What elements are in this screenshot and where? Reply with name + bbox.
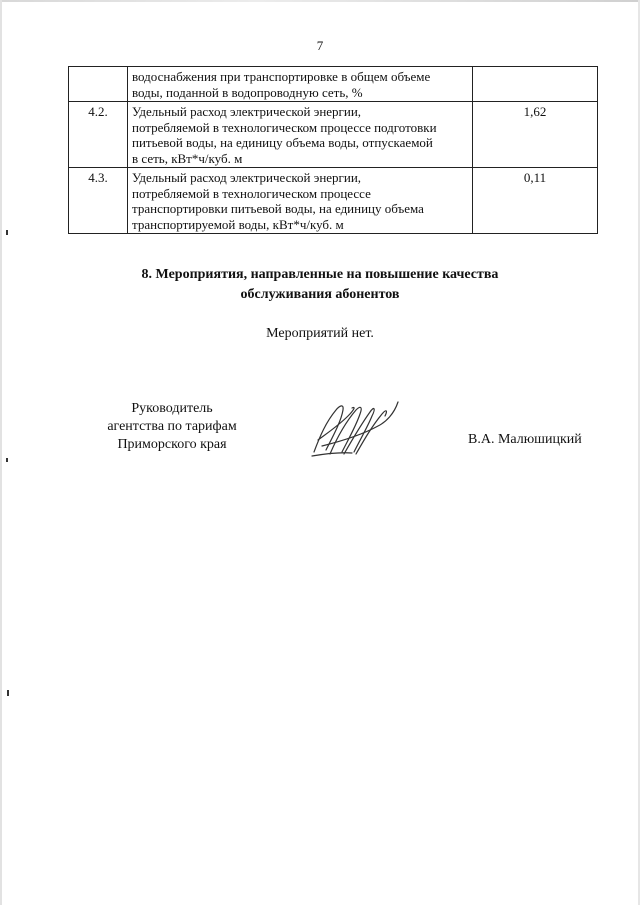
indicator-name-line: питьевой воды, на единицу объема воды, отпускаемой (132, 135, 433, 150)
indicator-value-cell: 1,62 (473, 102, 598, 168)
indicator-name-line: Удельный расход электрической энергии, (132, 170, 362, 185)
row-number-cell (69, 67, 128, 102)
scan-artifact-mark (6, 458, 8, 462)
table-row (69, 168, 598, 234)
section-heading (0, 265, 640, 305)
row-number-cell: 4.3. (69, 168, 128, 234)
signer-name: В.А. Малюшицкий (468, 432, 582, 447)
indicator-name-line: воды, поданной в водопроводную сеть, % (132, 84, 363, 100)
section-heading-line: обслуживания абонентов (240, 287, 400, 302)
indicator-name-line: потребляемой в технологическом процессе подготовки (132, 119, 437, 135)
scan-artifact-mark (6, 230, 8, 235)
scan-artifact-mark (7, 690, 9, 696)
indicator-name-line: Удельный расход электрической энергии, (132, 104, 362, 119)
indicator-name-cell (128, 168, 473, 234)
signer-position (62, 400, 282, 454)
table-row (69, 102, 598, 168)
table-row (69, 67, 598, 102)
metrics-table (68, 66, 598, 234)
section-body-text: Мероприятий нет. (266, 326, 374, 341)
row-number-cell: 4.2. (69, 102, 128, 168)
scan-edge-top (0, 0, 640, 2)
section-heading-line: 8. Мероприятия, направленные на повышение качества (141, 267, 499, 282)
indicator-name-line: транспортировки питьевой воды, на единицу объема (132, 201, 424, 216)
indicator-value-cell: 0,11 (473, 168, 598, 234)
signer-position-line: Приморского края (117, 437, 227, 452)
signer-position-line: агентства по тарифам (107, 419, 237, 434)
indicator-name-line: водоснабжения при транспортировке в общем объеме (132, 69, 431, 84)
page-number: 7 (316, 38, 324, 53)
indicator-name-cell (128, 102, 473, 168)
indicator-name-line: транспортируемой воды, кВт*ч/куб. м (132, 216, 344, 232)
scan-edge-left (0, 0, 2, 905)
handwritten-signature (308, 396, 400, 460)
indicator-value-cell (473, 67, 598, 102)
indicator-name-line: потребляемой в технологическом процессе (132, 185, 371, 201)
indicator-name-line: в сеть, кВт*ч/куб. м (132, 150, 243, 166)
signer-position-line: Руководитель (131, 401, 213, 416)
indicator-name-cell (128, 67, 473, 102)
